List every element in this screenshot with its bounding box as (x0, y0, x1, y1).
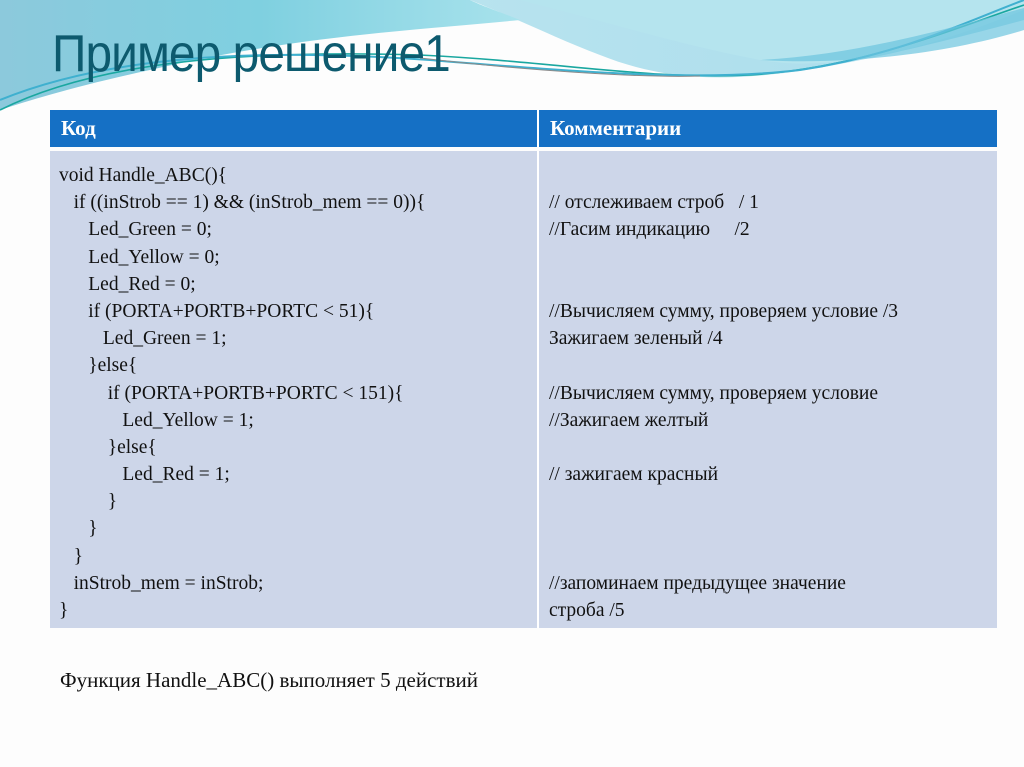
code-line: } (59, 545, 83, 567)
comment-line (549, 352, 997, 379)
comment-line: //Гасим индикацию /2 (549, 219, 750, 241)
code-line: if (PORTA+PORTB+PORTC < 151){ (59, 382, 404, 404)
table-body-row (50, 151, 997, 628)
table-header-row (50, 110, 997, 147)
summary-text: Функция Handle_ABC() выполняет 5 действий (60, 668, 478, 692)
comment-line: //Зажигаем желтый (549, 409, 709, 431)
comment-line: //Вычисляем сумму, проверяем условие (549, 382, 878, 404)
comment-line: строба /5 (549, 600, 625, 621)
code-line: } (59, 600, 69, 621)
comment-line: // зажигаем красный (549, 464, 719, 486)
code-line: }else{ (59, 436, 157, 458)
comment-line (549, 271, 997, 298)
code-line: Led_Yellow = 1; (59, 409, 254, 431)
comment-line: //Вычисляем сумму, проверяем условие /3 (549, 300, 899, 322)
code-comments-table (50, 110, 997, 628)
code-line: Led_Yellow = 0; (59, 246, 220, 268)
comment-line: //запоминаем предыдущее значение (549, 572, 846, 594)
code-line: Led_Green = 0; (59, 219, 212, 241)
comments-cell (539, 151, 997, 628)
code-line: inStrob_mem = inStrob; (59, 572, 264, 594)
code-line: Led_Green = 1; (59, 328, 227, 350)
code-line: }else{ (59, 355, 138, 377)
comment-line (549, 543, 997, 570)
code-line: } (59, 491, 118, 513)
code-line: void Handle_ABC(){ (59, 165, 228, 186)
comment-line (549, 434, 997, 461)
code-line: if (PORTA+PORTB+PORTC < 51){ (59, 300, 375, 322)
code-line: Led_Red = 0; (59, 273, 196, 295)
comment-line (549, 488, 997, 515)
code-line: if ((inStrob == 1) && (inStrob_mem == 0)){ (59, 192, 426, 214)
comment-line: // отслеживаем строб / 1 (549, 192, 759, 214)
header-comments: Комментарии (539, 110, 997, 147)
slide-title: Пример решение1 (52, 25, 450, 83)
header-code: Код (50, 110, 539, 147)
comment-line (549, 515, 997, 542)
comment-line (549, 162, 997, 189)
code-line: } (59, 518, 98, 540)
comment-line (549, 244, 997, 271)
comment-line: Зажигаем зеленый /4 (549, 328, 723, 350)
code-line: Led_Red = 1; (59, 464, 230, 486)
code-cell (50, 151, 539, 628)
